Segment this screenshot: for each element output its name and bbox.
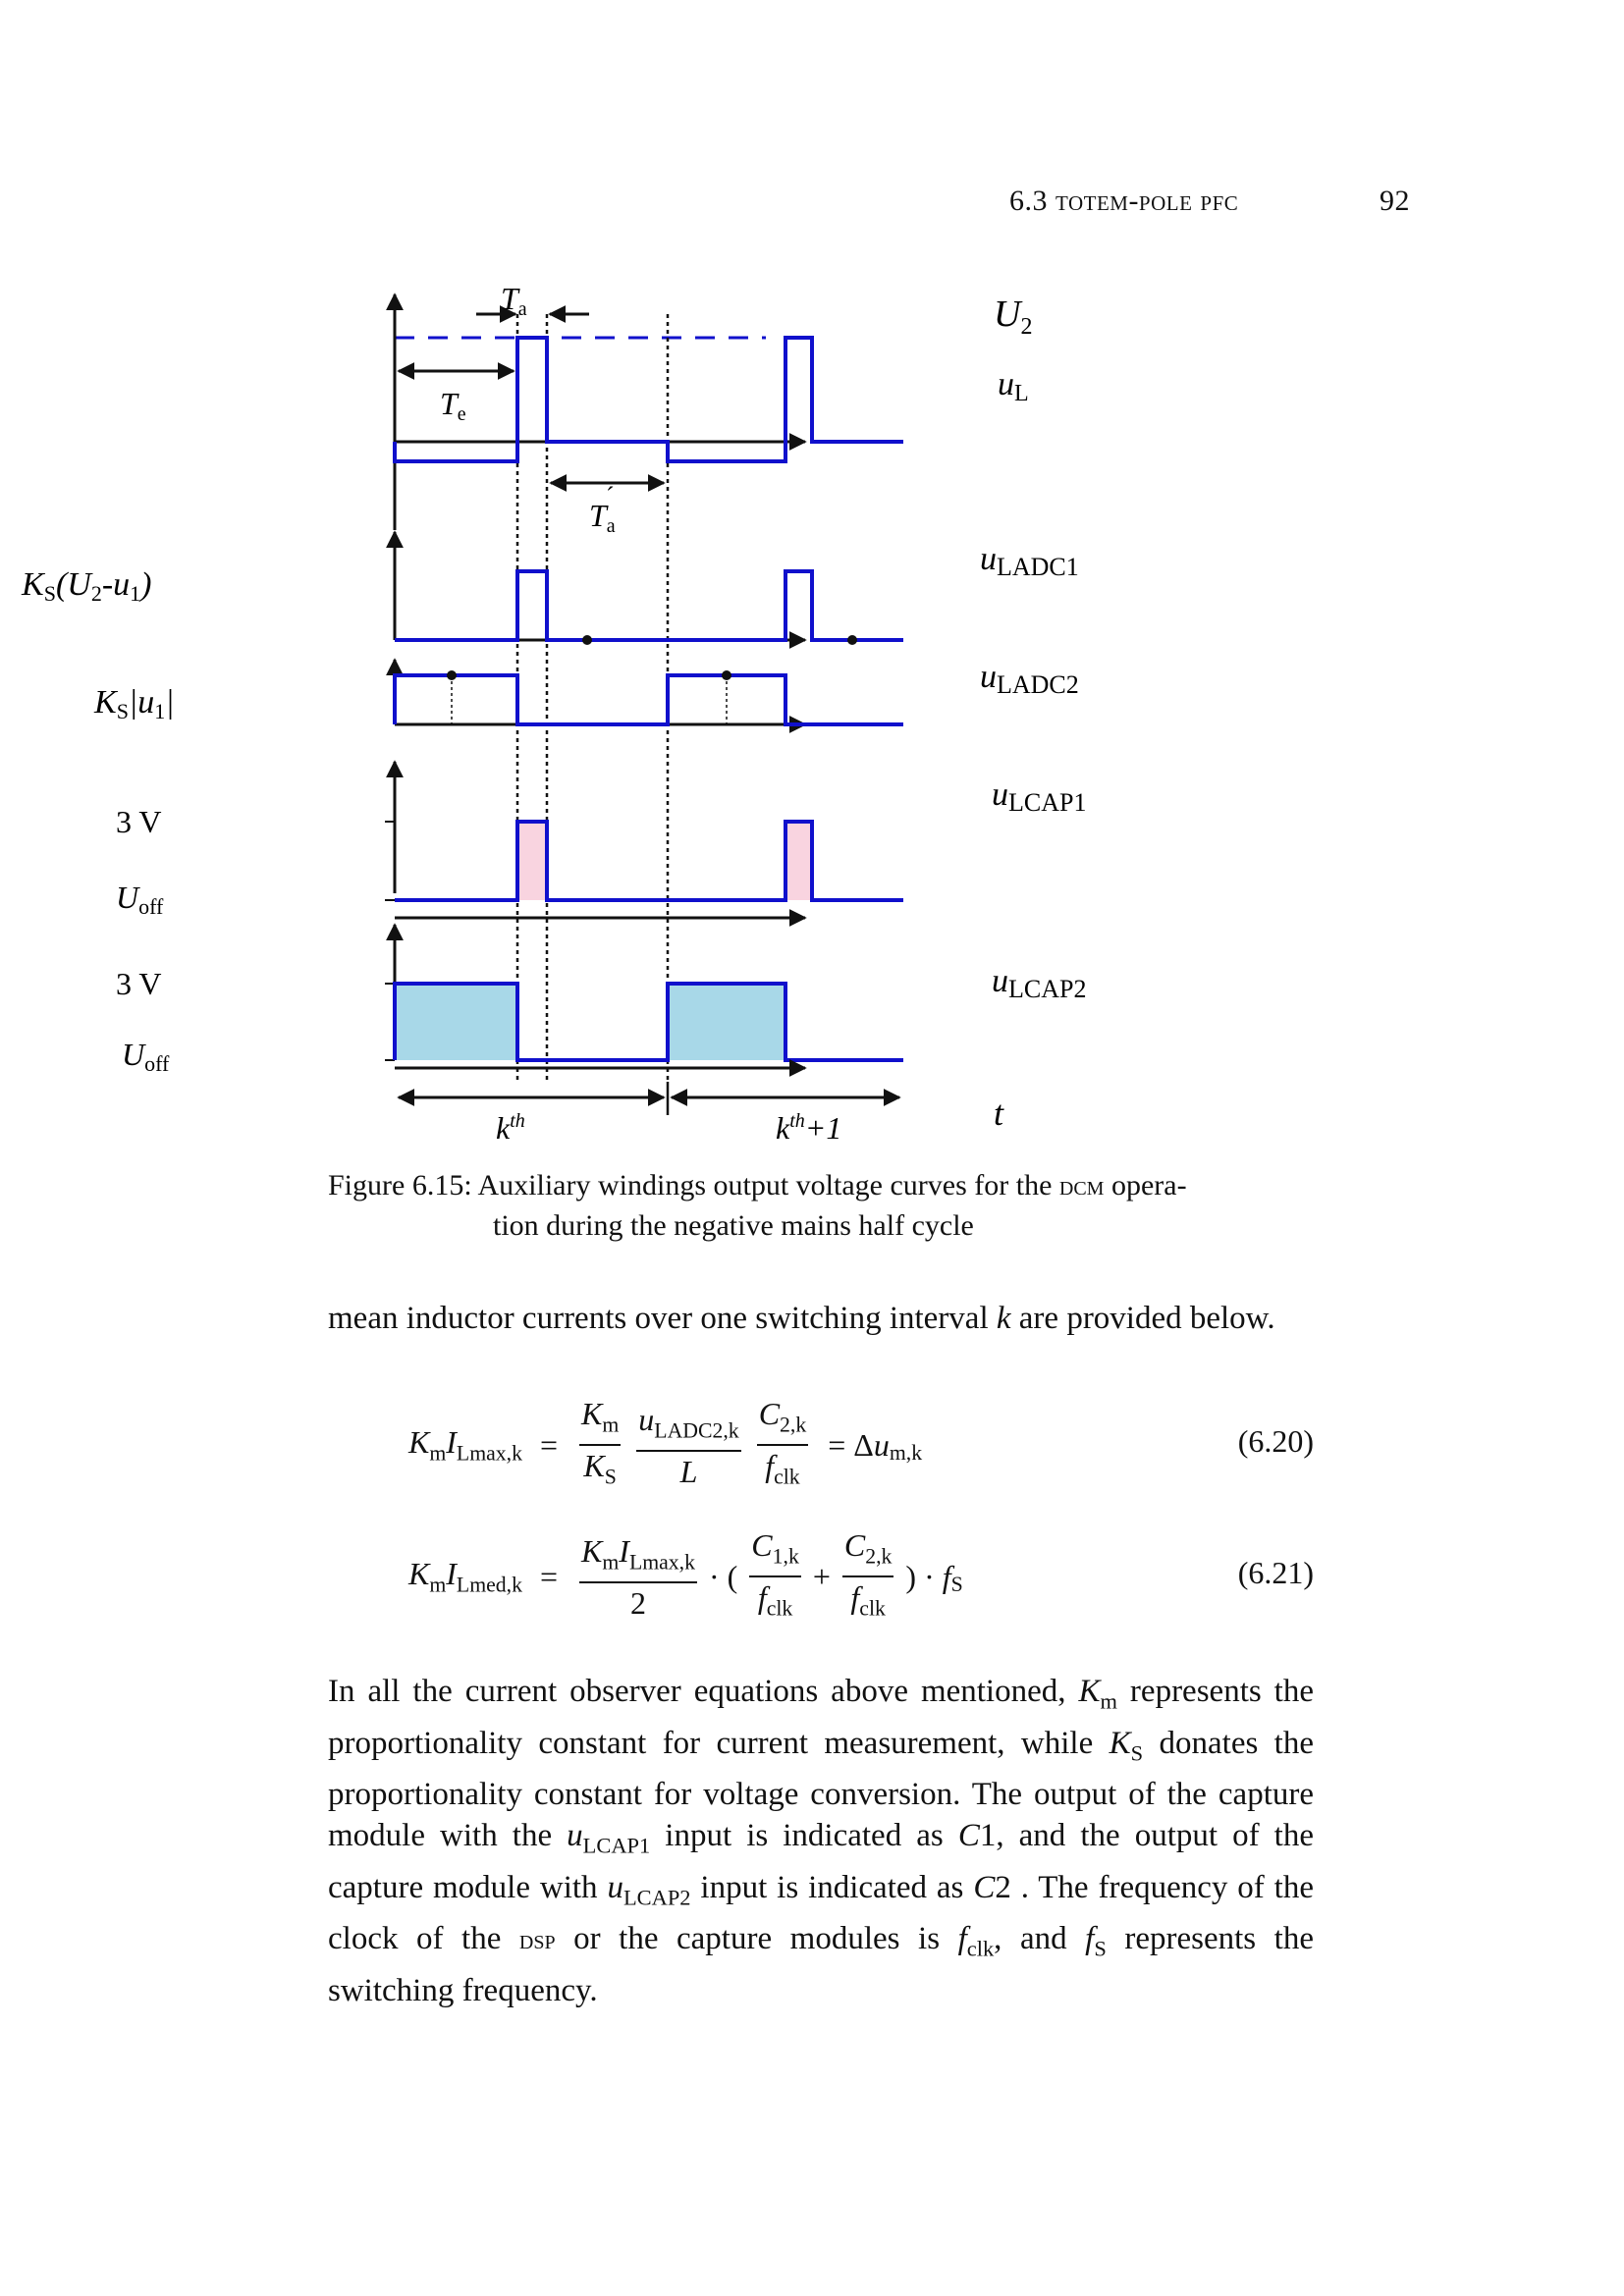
sample-point <box>582 635 592 645</box>
label-ulcap1: uLCAP1 <box>992 776 1087 817</box>
label-ulcap2: uLCAP2 <box>992 963 1087 1003</box>
trace4-ulcap1-waveform <box>395 822 903 900</box>
capture1-highlight <box>785 822 812 900</box>
label-uladc2: uLADC2 <box>980 659 1079 699</box>
trace3-uladc2-waveform <box>395 675 903 724</box>
label-te: Te <box>440 386 466 425</box>
label-3v-1: 3 V <box>116 804 162 839</box>
caption-text: Figure 6.15: Auxiliary windings output voltage curves for the <box>328 1169 1059 1201</box>
closing-paragraph: In all the current observer equations above mentioned, $K_m$ represents the proportionality constant for current measurement, while $K_S$ donates the proportionality constant for voltage conversion. The output of the capture module with the $u_{LCAP1}$ input is indicated as C1, and the output of the capture module with $u_{LCAP2}$ input is indicated as C2 . The frequency of the clock of the dsp or the capture modules is $f_{clk}$, and $f_S$ represents the switching frequency. <box>328 1674 1314 2008</box>
caption-line-2: tion during the negative mains half cycle <box>493 1209 974 1242</box>
label-t: t <box>994 1094 1004 1133</box>
capture2-highlight <box>395 984 517 1060</box>
caption-text: opera- <box>1104 1169 1187 1201</box>
label-kth-plus-1: $k^{th}+1$ <box>776 1110 842 1146</box>
label-ul: uL <box>998 366 1029 406</box>
capture1-highlight <box>517 822 547 900</box>
label-ta: Ta <box>501 281 527 320</box>
label-3v-2: 3 V <box>116 966 162 1001</box>
figure-waveforms <box>22 275 1257 1158</box>
label-uoff-1: Uoff <box>116 880 164 919</box>
sample-point <box>447 670 457 680</box>
acronym-dcm: dcm <box>1058 1171 1105 1201</box>
running-header <box>1009 185 1410 224</box>
capture2-highlight <box>668 984 785 1060</box>
label-ks-abs-u1: KS|u1| <box>94 684 175 723</box>
label-ta-prime-mark: ´ <box>606 482 615 510</box>
section-title: 6.3 totem-pole pfc <box>1009 185 1239 217</box>
figure-caption <box>328 1166 1316 1246</box>
label-uladc1: uLADC1 <box>980 541 1079 581</box>
label-uoff-2: Uoff <box>122 1037 170 1076</box>
equation-6-21: $K_mI_{Lmed,k}$ = $\frac{K_mI_{Lmax,k}}{2}$ · ( $\frac{C_{1,k}}{f_{clk}}$ + $\frac{C_{2,k}}{f_{clk}}$ ) · $f_S$ (6.21) <box>408 1527 1314 1622</box>
label-ks-u2-u1: KS(U2-u1) <box>22 566 152 606</box>
label-u2: $U_2$ <box>994 294 1033 340</box>
acronym-dsp: dsp <box>518 1925 556 1956</box>
sample-point <box>722 670 731 680</box>
intro-paragraph: mean inductor currents over one switching interval k are provided below. <box>328 1301 1275 1336</box>
equation-6-20: $K_mI_{Lmax,k}$ = $\frac{K_m}{K_S}$ $\frac{u_{LADC2,k}}{L}$ $\frac{C_{2,k}}{f_{clk}}$ = $\Delta u_{m,k}$ (6.20) <box>408 1396 1314 1490</box>
sample-point <box>847 635 857 645</box>
label-ta-prime: Ta <box>589 498 616 537</box>
equation-number: (6.20) <box>1237 1423 1314 1459</box>
page-number: 92 <box>1380 185 1410 217</box>
label-kth: $k^{th}$ <box>496 1110 525 1146</box>
trace2-uladc1-waveform <box>395 571 903 640</box>
equation-number: (6.21) <box>1237 1555 1314 1590</box>
